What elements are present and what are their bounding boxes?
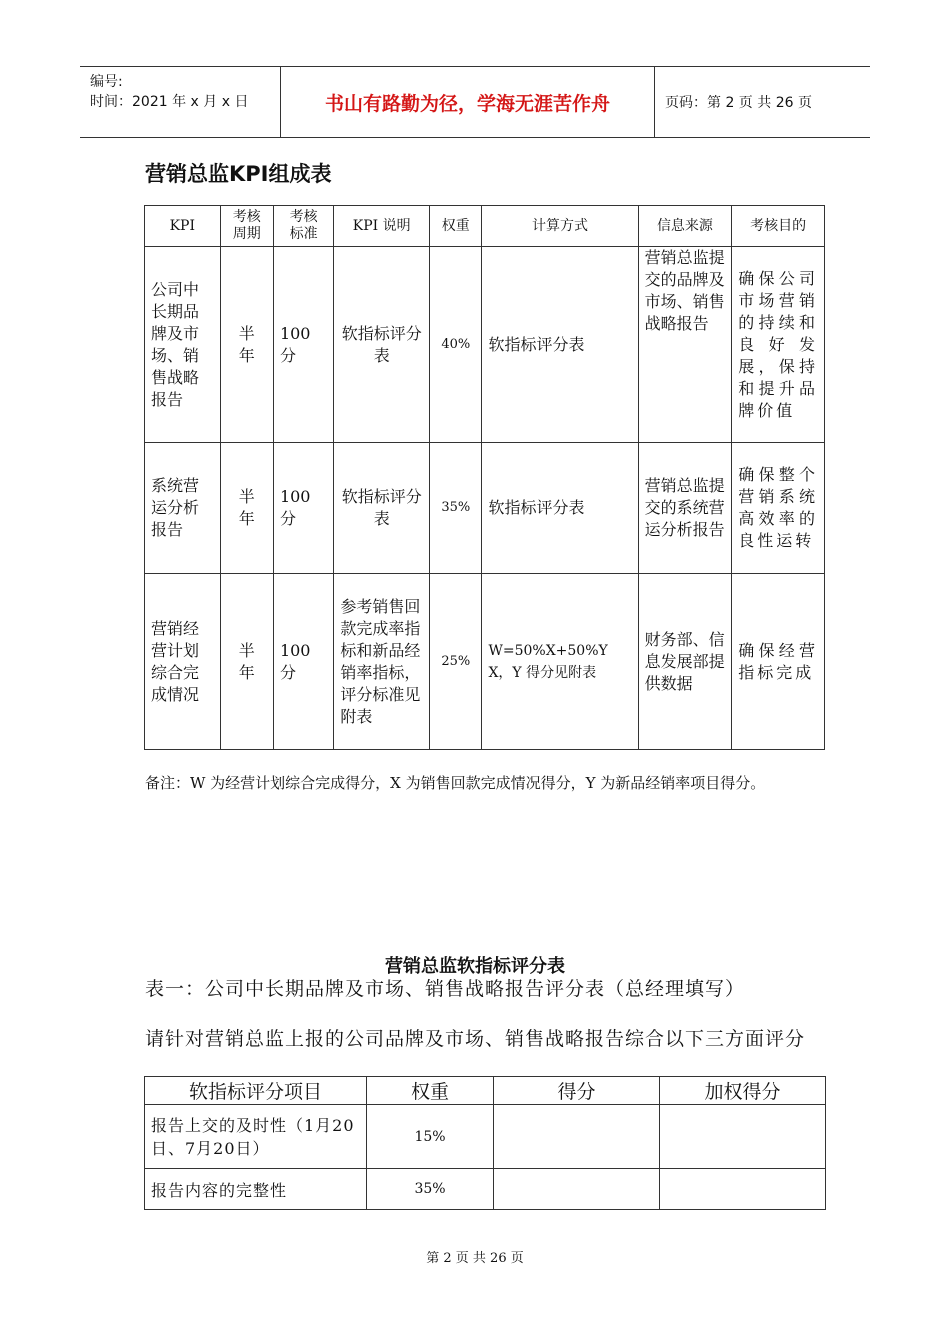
column-header-weighted-score: 加权得分	[660, 1077, 826, 1105]
column-header-score: 得分	[494, 1077, 660, 1105]
purpose-cell: 确保整个营销系统高效率的良性运转	[732, 443, 825, 574]
column-header-kpi: KPI	[145, 206, 221, 247]
calculation-cell: 软指标评分表	[482, 443, 638, 574]
score-cell[interactable]	[494, 1105, 660, 1169]
table-header-row	[145, 1077, 826, 1105]
column-header-weight: 权重	[367, 1077, 494, 1105]
table-caption: 表一：公司中长期品牌及市场、销售战略报告评分表（总经理填写）	[145, 978, 746, 1000]
period-cell: 半年	[220, 574, 273, 750]
kpi-table	[144, 205, 825, 750]
standard-cell: 100分	[273, 574, 333, 750]
column-header-weight: 权重	[430, 206, 482, 247]
weight-cell: 35%	[367, 1169, 494, 1210]
standard-cell: 100分	[273, 443, 333, 574]
purpose-cell: 确保经营指标完成	[732, 574, 825, 750]
column-header-purpose: 考核目的	[732, 206, 825, 247]
calculation-cell: 软指标评分表	[482, 247, 638, 443]
document-number-label: 编号:	[90, 74, 123, 90]
description-cell: 软指标评分表	[334, 443, 430, 574]
kpi-table-title: 营销总监KPI组成表	[145, 162, 332, 186]
soft-score-table	[144, 1076, 826, 1210]
instruction-text: 请针对营销总监上报的公司品牌及市场、销售战略报告综合以下三方面评分	[145, 1028, 806, 1050]
page-footer: 第 2 页 共 26 页	[426, 1251, 524, 1266]
item-cell: 报告内容的完整性	[145, 1169, 367, 1210]
calculation-cell: W=50%X+50%Y X，Y 得分见附表	[482, 574, 638, 750]
column-header-source: 信息来源	[638, 206, 732, 247]
header-motto: 书山有路勤为径，学海无涯苦作舟	[324, 92, 610, 115]
soft-table-title: 营销总监软指标评分表	[385, 956, 565, 977]
weight-cell: 40%	[430, 247, 482, 443]
header-page-info: 页码：第 2 页 共 26 页	[665, 95, 812, 111]
weighted-score-cell[interactable]	[660, 1105, 826, 1169]
table-row	[145, 1105, 826, 1169]
header-meta	[80, 67, 280, 137]
column-header-item: 软指标评分项目	[145, 1077, 367, 1105]
table-row	[145, 443, 825, 574]
score-cell[interactable]	[494, 1169, 660, 1210]
source-cell: 营销总监提交的系统营运分析报告	[638, 443, 732, 574]
period-cell: 半年	[220, 247, 273, 443]
weight-cell: 25%	[430, 574, 482, 750]
item-cell: 报告上交的及时性（1月20日、7月20日）	[145, 1105, 367, 1169]
table-row	[145, 1169, 826, 1210]
description-cell: 参考销售回款完成率指标和新品经销率指标，评分标准见附表	[334, 574, 430, 750]
description-cell: 软指标评分表	[334, 247, 430, 443]
kpi-name-cell: 系统营运分析报告	[145, 443, 221, 574]
period-cell: 半年	[220, 443, 273, 574]
column-header-description: KPI 说明	[334, 206, 430, 247]
page-header	[80, 66, 870, 138]
column-header-period: 考核周期	[220, 206, 273, 247]
kpi-name-cell: 公司中长期品牌及市场、销售战略报告	[145, 247, 221, 443]
source-cell: 财务部、信息发展部提供数据	[638, 574, 732, 750]
table-note: 备注：W 为经营计划综合完成得分，X 为销售回款完成情况得分，Y 为新品经销率项目得分。	[145, 774, 766, 792]
column-header-calculation: 计算方式	[482, 206, 638, 247]
kpi-name-cell: 营销经营计划综合完成情况	[145, 574, 221, 750]
document-date-label: 时间：2021 年 x 月 x 日	[90, 94, 249, 110]
table-header-row	[145, 206, 825, 247]
standard-cell: 100分	[273, 247, 333, 443]
source-cell: 营销总监提交的品牌及市场、销售战略报告	[638, 247, 732, 443]
weight-cell: 35%	[430, 443, 482, 574]
column-header-standard: 考核标准	[273, 206, 333, 247]
weight-cell: 15%	[367, 1105, 494, 1169]
weighted-score-cell[interactable]	[660, 1169, 826, 1210]
table-row	[145, 247, 825, 443]
purpose-cell: 确保公司市场营销的持续和良好发展，保持和提升品牌价值	[732, 247, 825, 443]
table-row	[145, 574, 825, 750]
